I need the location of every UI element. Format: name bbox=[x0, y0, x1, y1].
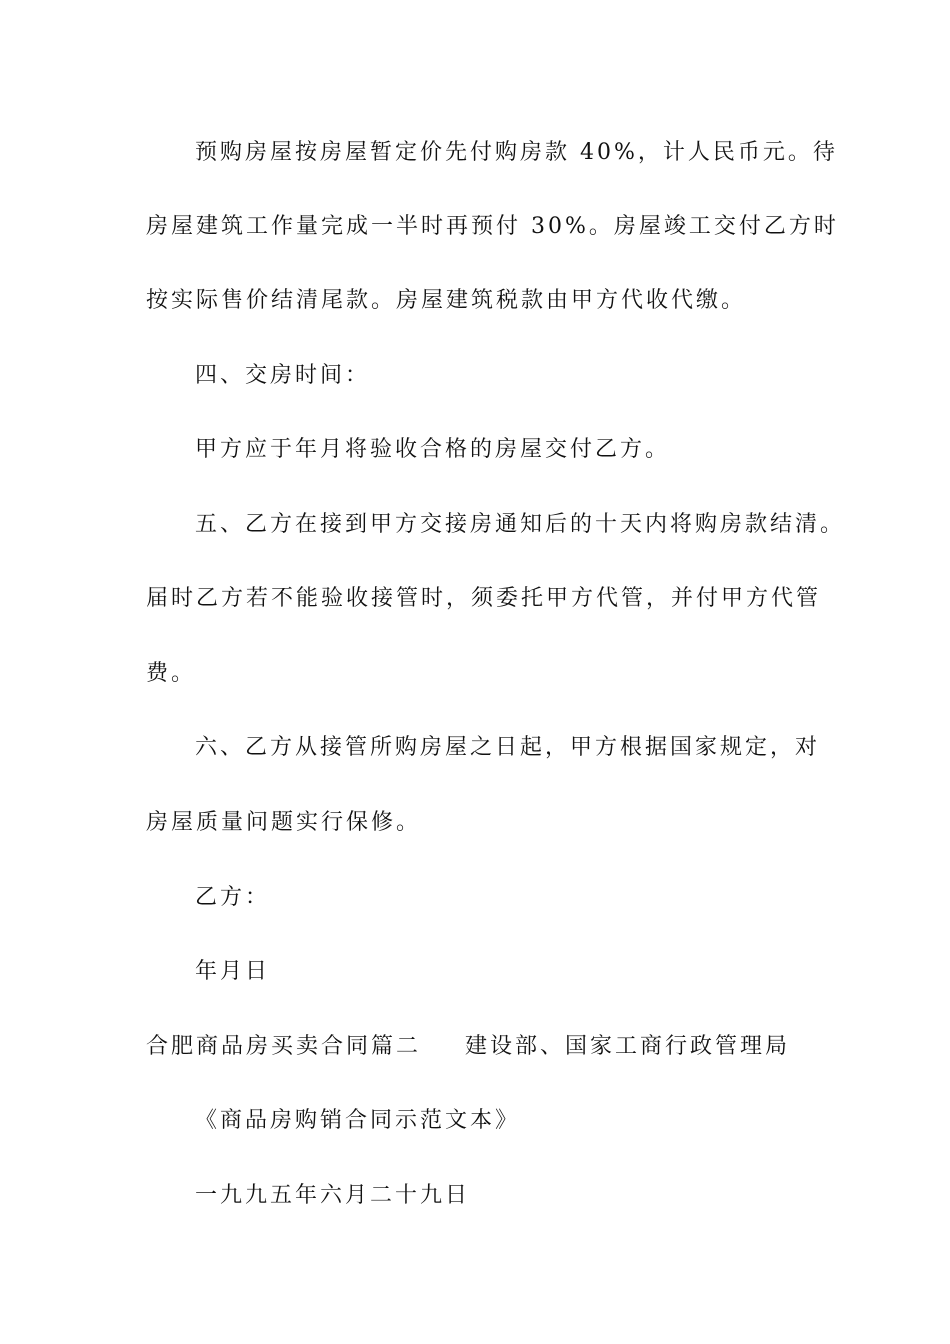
title-line bbox=[146, 1033, 790, 1061]
paragraph-line: 房屋质量问题实行保修。 bbox=[146, 810, 422, 835]
signature-date: 年月日 bbox=[195, 959, 271, 984]
issue-date: 一九九五年六月二十九日 bbox=[195, 1183, 471, 1208]
section-heading: 四、交房时间： bbox=[195, 363, 371, 388]
template-name: 《商品房购销合同示范文本》 bbox=[195, 1108, 521, 1133]
paragraph-line: 五、乙方在接到甲方交接房通知后的十天内将购房款结清。 bbox=[195, 512, 846, 537]
issuing-authority: 建设部、国家工商行政管理局 bbox=[465, 1034, 791, 1059]
signature-party: 乙方： bbox=[195, 885, 271, 910]
paragraph-line: 按实际售价结清尾款。房屋建筑税款由甲方代收代缴。 bbox=[146, 288, 747, 313]
paragraph-line: 六、乙方从接管所购房屋之日起，甲方根据国家规定，对 bbox=[195, 735, 821, 760]
paragraph-line: 届时乙方若不能验收接管时，须委托甲方代管，并付甲方代管 bbox=[146, 586, 822, 611]
document-title: 合肥商品房买卖合同篇二 bbox=[146, 1034, 422, 1059]
paragraph-line: 甲方应于年月将验收合格的房屋交付乙方。 bbox=[195, 437, 671, 462]
paragraph-line: 房屋建筑工作量完成一半时再预付 30%。房屋竣工交付乙方时 bbox=[146, 214, 839, 239]
paragraph-line: 费。 bbox=[146, 661, 197, 686]
paragraph-line: 预购房屋按房屋暂定价先付购房款 40%，计人民币元。待 bbox=[195, 140, 838, 165]
